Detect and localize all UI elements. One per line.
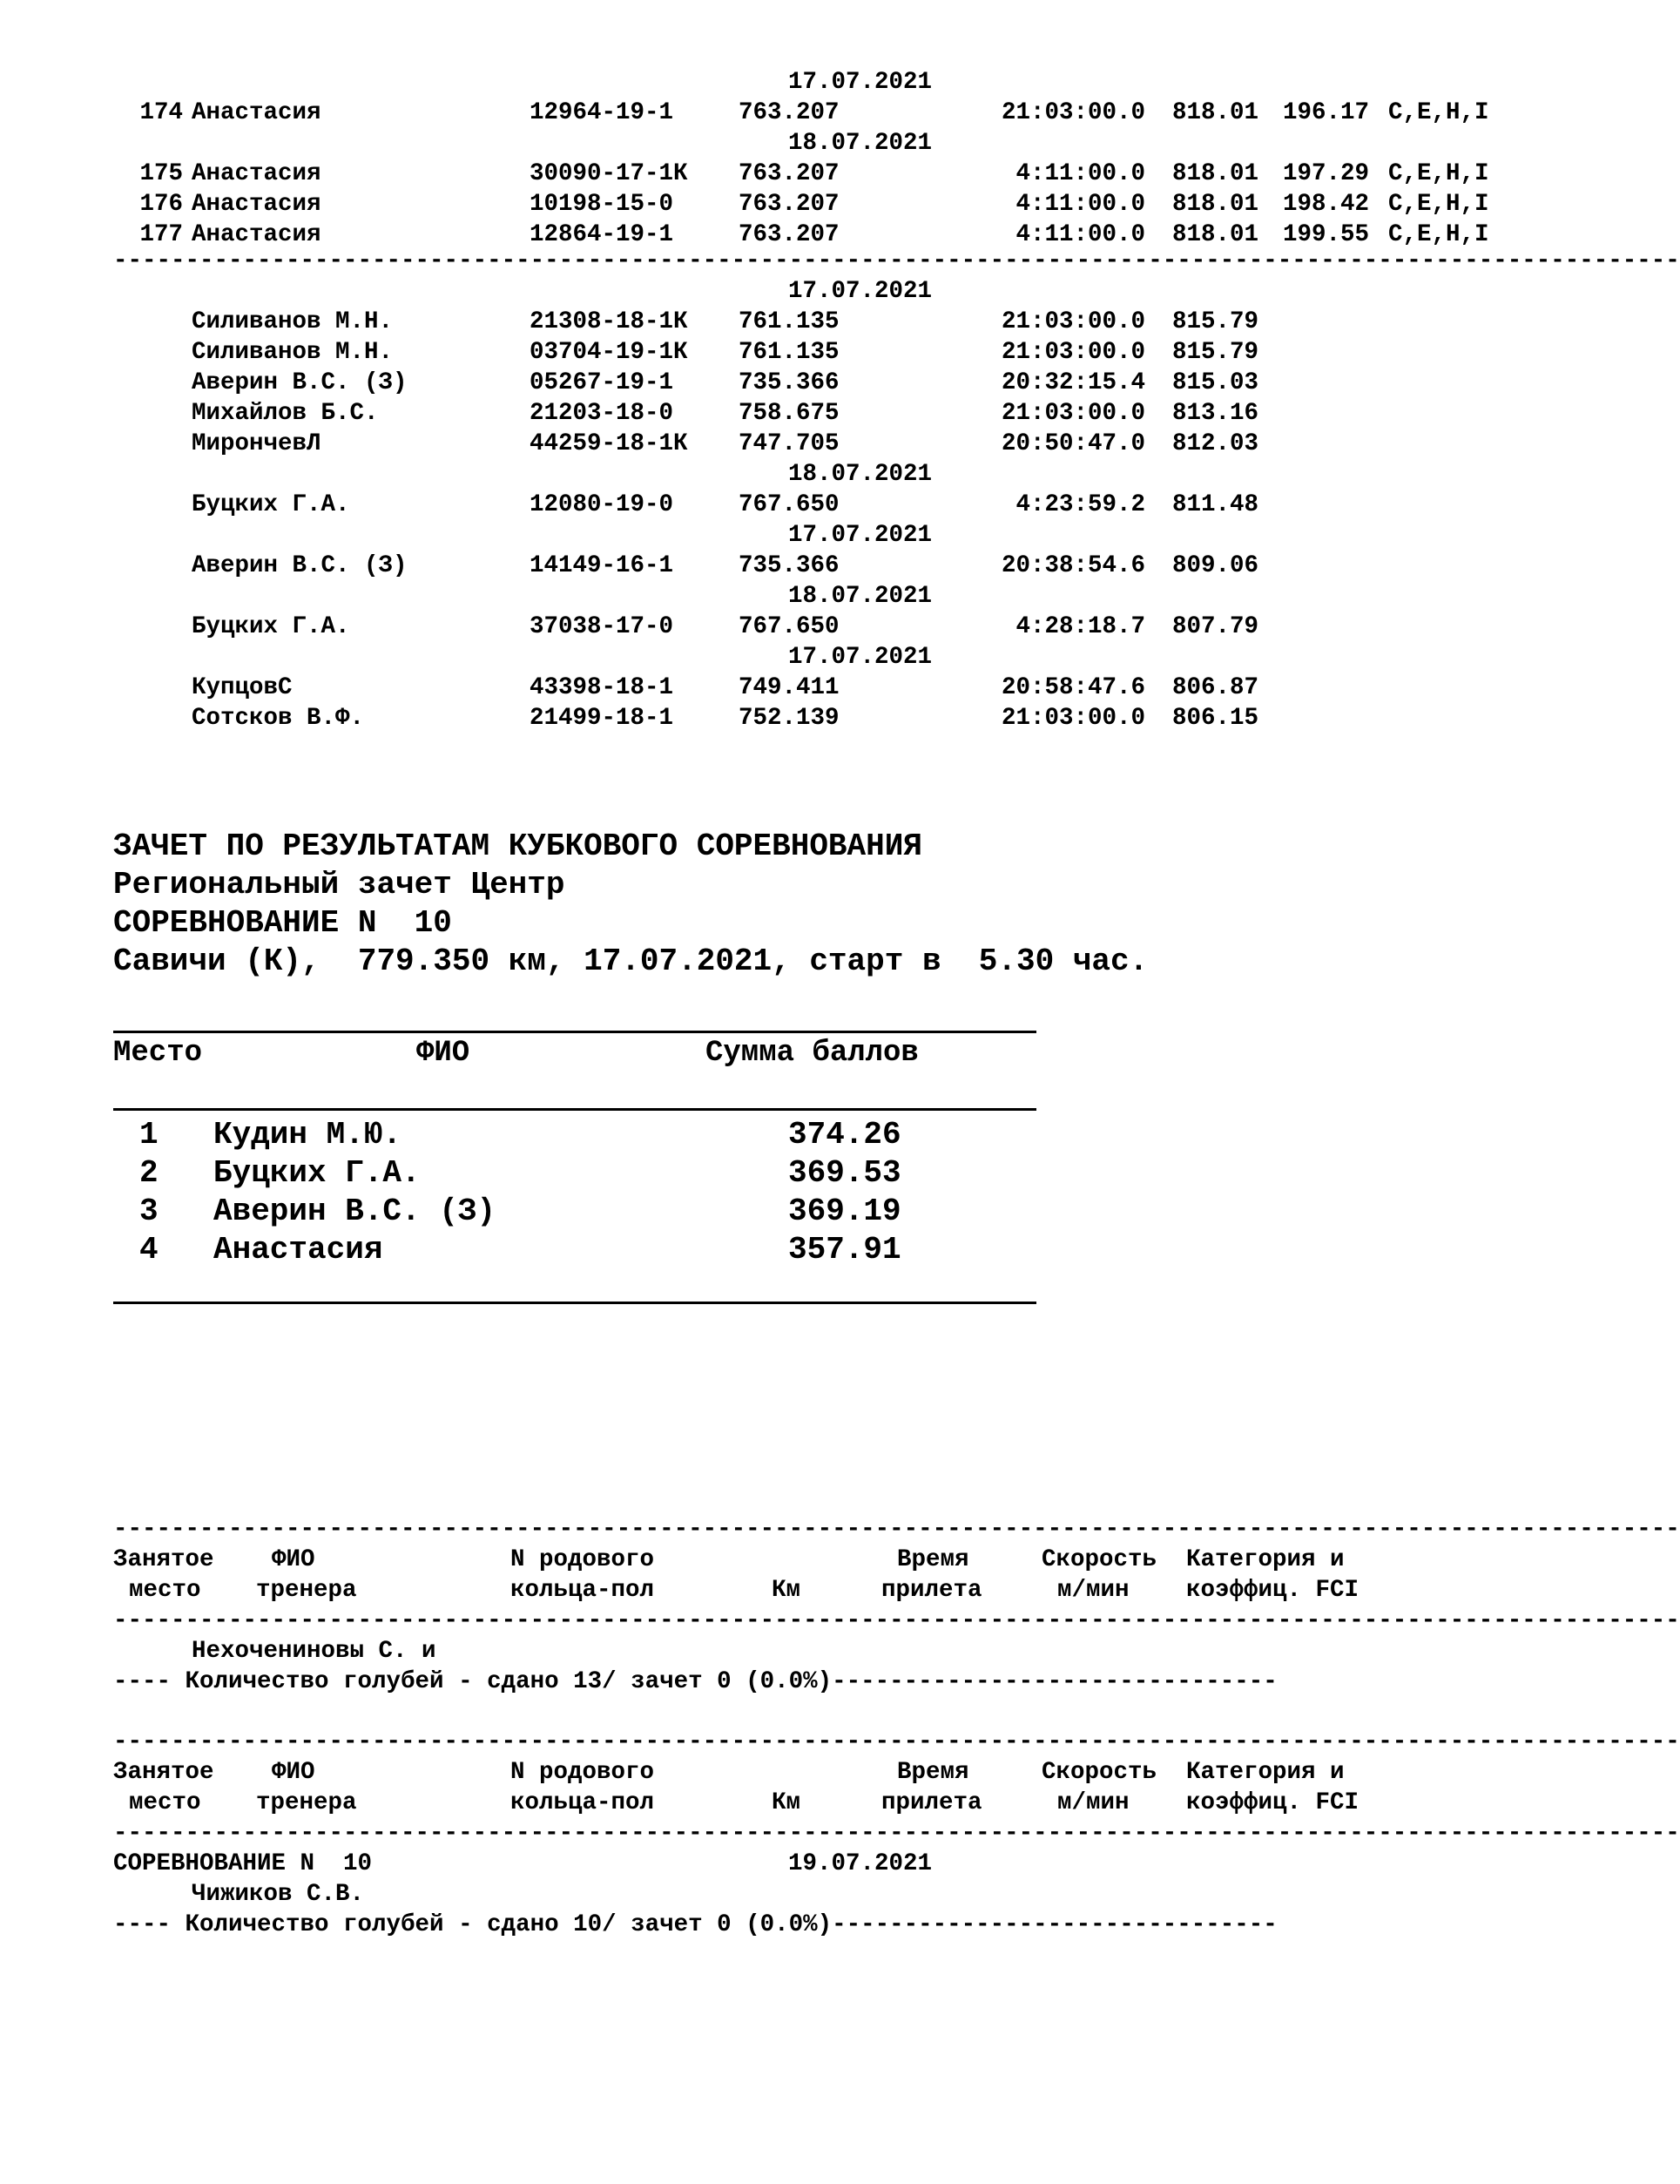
header-speed-2: м/мин [1057, 1789, 1130, 1816]
cup-place: 3 [139, 1193, 159, 1229]
speed: 815.79 [1172, 339, 1259, 366]
cup-sum: 374.26 [788, 1117, 901, 1153]
result-row [113, 551, 1402, 581]
header-name: ФИО [272, 1546, 315, 1573]
header-place: Занятое [113, 1546, 214, 1573]
coefficient: 199.55 [1283, 221, 1370, 248]
separator-line: ------------------------------------------------------------------------------------------------------------- [113, 1516, 1680, 1543]
cup-title: ЗАЧЕТ ПО РЕЗУЛЬТАТАМ КУБКОВОГО СОРЕВНОВАНИЯ [113, 828, 922, 864]
date-heading: 18.07.2021 [788, 583, 933, 610]
ring-number: 10198-15-0 [530, 191, 674, 218]
ring-number: 21203-18-0 [530, 400, 674, 427]
speed: 815.03 [1172, 369, 1259, 396]
distance: 761.135 [739, 339, 840, 366]
cup-competition: СОРЕВНОВАНИЕ N 10 [113, 905, 452, 941]
date-heading: 17.07.2021 [788, 69, 933, 96]
cup-header-name: ФИО [416, 1037, 470, 1070]
pigeon-count-summary: ---- Количество голубей - сдано 10/ зачет 0 (0.0%)------------------------------- [113, 1911, 1278, 1938]
cup-name: Буцких Г.А. [213, 1155, 421, 1191]
ring-number: 14149-16-1 [530, 552, 674, 579]
distance: 763.207 [739, 191, 840, 218]
arrival-time: 20:32:15.4 [1001, 369, 1145, 396]
distance: 735.366 [739, 369, 840, 396]
fancier-name: МирончевЛ [192, 430, 321, 457]
coefficient: 197.29 [1283, 160, 1370, 187]
cup-table-row [113, 1155, 1036, 1193]
ring-number: 03704-19-1К [530, 339, 688, 366]
cup-region: Региональный зачет Центр [113, 867, 565, 903]
header-km: Км [772, 1789, 801, 1816]
header-name-2: тренера [256, 1577, 357, 1604]
header-place-2: место [129, 1577, 201, 1604]
result-row [113, 612, 1402, 642]
date-heading: 18.07.2021 [788, 461, 933, 488]
fancier-name: Анастасия [192, 221, 321, 248]
cup-table-row [113, 1193, 1036, 1232]
speed: 812.03 [1172, 430, 1259, 457]
ring-number: 12080-19-0 [530, 491, 674, 518]
ring-number: 43398-18-1 [530, 674, 674, 701]
category: C,E,H,I [1388, 191, 1489, 218]
fancier-name: КупцовС [192, 674, 293, 701]
speed: 809.06 [1172, 552, 1259, 579]
fancier-name: Сотсков В.Ф. [192, 705, 365, 732]
result-row [113, 398, 1402, 429]
competition-label: СОРЕВНОВАНИЕ N 10 [113, 1850, 373, 1877]
header-km: Км [772, 1577, 801, 1604]
result-row [113, 673, 1402, 703]
cup-place: 2 [139, 1155, 159, 1191]
result-row [113, 337, 1402, 368]
header-ring: N родового [510, 1546, 655, 1573]
fancier-name: Силиванов М.Н. [192, 308, 394, 335]
distance: 763.207 [739, 221, 840, 248]
arrival-time: 20:58:47.6 [1001, 674, 1145, 701]
cup-name: Кудин М.Ю. [213, 1117, 402, 1153]
cup-sum: 357.91 [788, 1232, 901, 1268]
distance: 767.650 [739, 491, 840, 518]
distance: 758.675 [739, 400, 840, 427]
cup-header-place: Место [113, 1037, 203, 1070]
header-ring-2: кольца-пол [510, 1577, 655, 1604]
arrival-time: 20:50:47.0 [1001, 430, 1145, 457]
speed: 806.15 [1172, 705, 1259, 732]
distance: 735.366 [739, 552, 840, 579]
category: C,E,H,I [1388, 99, 1489, 126]
competition-date: 19.07.2021 [788, 1850, 933, 1877]
ring-number: 21308-18-1К [530, 308, 688, 335]
speed: 818.01 [1172, 99, 1259, 126]
fancier-name: Буцких Г.А. [192, 491, 350, 518]
result-row [113, 98, 1489, 128]
coefficient: 196.17 [1283, 99, 1370, 126]
distance: 761.135 [739, 308, 840, 335]
arrival-time: 21:03:00.0 [1001, 705, 1145, 732]
fancier-name: Силиванов М.Н. [192, 339, 394, 366]
ring-number: 12864-19-1 [530, 221, 674, 248]
header-speed-2: м/мин [1057, 1577, 1130, 1604]
arrival-time: 4:11:00.0 [1015, 160, 1145, 187]
header-place: Занятое [113, 1759, 214, 1786]
cup-table-row [113, 1232, 1036, 1270]
fancier-name: Михайлов Б.С. [192, 400, 379, 427]
arrival-time: 21:03:00.0 [1001, 308, 1145, 335]
category: C,E,H,I [1388, 221, 1489, 248]
arrival-time: 21:03:00.0 [1001, 99, 1145, 126]
ring-number: 30090-17-1К [530, 160, 688, 187]
cup-sum: 369.53 [788, 1155, 901, 1191]
header-category-2: коэффиц. FCI [1186, 1789, 1360, 1816]
cup-name: Анастасия [213, 1232, 383, 1268]
fancier-name: Анастасия [192, 191, 321, 218]
arrival-time: 21:03:00.0 [1001, 339, 1145, 366]
distance: 763.207 [739, 99, 840, 126]
fancier-name: Буцких Г.А. [192, 613, 350, 640]
speed: 813.16 [1172, 400, 1259, 427]
cup-table-row [113, 1117, 1036, 1155]
header-name: ФИО [272, 1759, 315, 1786]
position-number: 175 [139, 160, 183, 187]
ring-number: 05267-19-1 [530, 369, 674, 396]
arrival-time: 4:11:00.0 [1015, 221, 1145, 248]
position-number: 177 [139, 221, 183, 248]
trainer-name: Чижиков С.В. [192, 1881, 365, 1908]
header-category: Категория и [1186, 1546, 1345, 1573]
header-speed: Скорость [1042, 1759, 1157, 1786]
position-number: 176 [139, 191, 183, 218]
speed: 806.87 [1172, 674, 1259, 701]
header-category-2: коэффиц. FCI [1186, 1577, 1360, 1604]
header-ring: N родового [510, 1759, 655, 1786]
distance: 752.139 [739, 705, 840, 732]
separator-line: ------------------------------------------------------------------------------------------------------------- [113, 1820, 1680, 1847]
speed: 815.79 [1172, 308, 1259, 335]
result-row [113, 703, 1402, 734]
result-row [113, 368, 1402, 398]
speed: 818.01 [1172, 221, 1259, 248]
result-row [113, 189, 1489, 220]
result-row [113, 307, 1402, 337]
result-row [113, 159, 1489, 189]
cup-table-mid-rule [113, 1108, 1036, 1111]
cup-place: 1 [139, 1117, 159, 1153]
speed: 811.48 [1172, 491, 1259, 518]
cup-place: 4 [139, 1232, 159, 1268]
fancier-name: Анастасия [192, 160, 321, 187]
cup-sum: 369.19 [788, 1193, 901, 1229]
separator-line: ------------------------------------------------------------------------------------------------------------- [113, 1607, 1680, 1634]
cup-table-bottom-rule [113, 1302, 1036, 1304]
separator-line: ------------------------------------------------------------------------------------------------------------- [113, 1728, 1680, 1755]
coefficient: 198.42 [1283, 191, 1370, 218]
distance: 747.705 [739, 430, 840, 457]
result-row [113, 490, 1402, 520]
cup-race-info: Савичи (К), 779.350 км, 17.07.2021, старт в 5.30 час. [113, 943, 1149, 979]
ring-number: 12964-19-1 [530, 99, 674, 126]
arrival-time: 21:03:00.0 [1001, 400, 1145, 427]
date-heading: 17.07.2021 [788, 278, 933, 305]
speed: 807.79 [1172, 613, 1259, 640]
arrival-time: 4:28:18.7 [1015, 613, 1145, 640]
fancier-name: Аверин В.С. (З) [192, 552, 408, 579]
cup-name: Аверин В.С. (З) [213, 1193, 496, 1229]
arrival-time: 4:11:00.0 [1015, 191, 1145, 218]
result-row [113, 429, 1402, 459]
arrival-time: 4:23:59.2 [1015, 491, 1145, 518]
header-place-2: место [129, 1789, 201, 1816]
separator-line: ------------------------------------------------------------------------------------------------------------- [113, 247, 1680, 274]
speed: 818.01 [1172, 160, 1259, 187]
category: C,E,H,I [1388, 160, 1489, 187]
fancier-name: Аверин В.С. (З) [192, 369, 408, 396]
trainer-name: Нехочениновы С. и [192, 1638, 436, 1665]
distance: 749.411 [739, 674, 840, 701]
distance: 767.650 [739, 613, 840, 640]
date-heading: 18.07.2021 [788, 130, 933, 157]
speed: 818.01 [1172, 191, 1259, 218]
header-category: Категория и [1186, 1759, 1345, 1786]
header-ring-2: кольца-пол [510, 1789, 655, 1816]
arrival-time: 20:38:54.6 [1001, 552, 1145, 579]
header-time-2: прилета [881, 1577, 982, 1604]
ring-number: 44259-18-1К [530, 430, 688, 457]
pigeon-count-summary: ---- Количество голубей - сдано 13/ зачет 0 (0.0%)------------------------------- [113, 1668, 1278, 1695]
ring-number: 21499-18-1 [530, 705, 674, 732]
fancier-name: Анастасия [192, 99, 321, 126]
date-heading: 17.07.2021 [788, 644, 933, 671]
header-name-2: тренера [256, 1789, 357, 1816]
date-heading: 17.07.2021 [788, 522, 933, 549]
ring-number: 37038-17-0 [530, 613, 674, 640]
position-number: 174 [139, 99, 183, 126]
header-speed: Скорость [1042, 1546, 1157, 1573]
header-time-2: прилета [881, 1789, 982, 1816]
distance: 763.207 [739, 160, 840, 187]
header-time: Время [897, 1759, 969, 1786]
header-time: Время [897, 1546, 969, 1573]
cup-table-top-rule [113, 1031, 1036, 1033]
cup-header-sum: Сумма баллов [705, 1037, 919, 1070]
